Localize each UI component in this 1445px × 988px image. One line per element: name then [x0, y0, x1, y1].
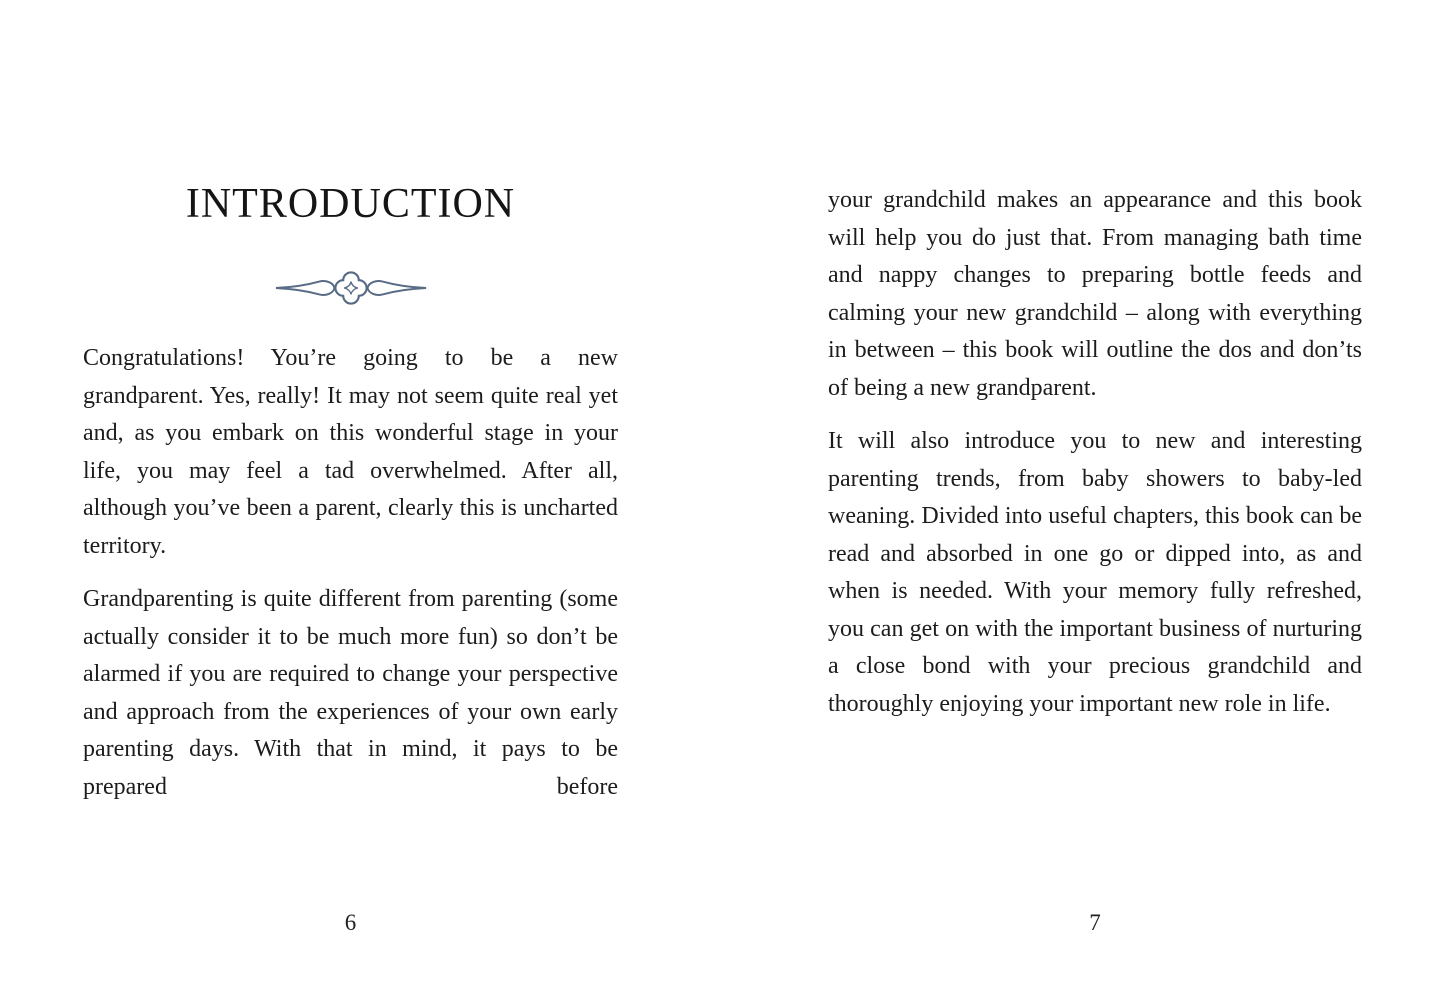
right-page — [828, 0, 1362, 988]
page-number-left: 6 — [344, 910, 357, 935]
left-page-body — [83, 340, 618, 822]
right-page-body — [828, 182, 1362, 739]
paragraph: It will also introduce you to new and interesting parenting trends, from baby showers to baby-led weaning. Divided into useful chapters, this book can be read and absorbed in one go or dipped into, as and when is needed. With your memory fully refreshed, you can get on with the important business of nurturing a close bond with your precious grandchild and thoroughly enjoying your important new role in life. — [828, 428, 1362, 717]
fleuron-divider-icon — [83, 262, 618, 319]
page-number-right: 7 — [1089, 910, 1101, 935]
paragraph: your grandchild makes an appearance and this book will help you do just that. From managing bath time and nappy changes to preparing bottle feeds and calming your new grandchild – along with everything in between – this book will outline the dos and don’ts of being a new grandparent. — [828, 187, 1362, 401]
chapter-title: INTRODUCTION — [185, 181, 516, 227]
paragraph: Congratulations! You’re going to be a new grandparent. Yes, really! It may not seem quite real yet and, as you embark on this wonderful stage in your life, you may feel a tad overwhelmed. After all, although you’ve been a parent, clearly this is uncharted territory. — [83, 345, 618, 559]
paragraph: Grandparenting is quite different from parenting (some actually consider it to be much more fun) so don’t be alarmed if you are required to change your perspective and approach from the experiences of your own early parenting days. With that in mind, it pays to be prepared before — [83, 586, 618, 800]
left-page — [83, 0, 618, 988]
